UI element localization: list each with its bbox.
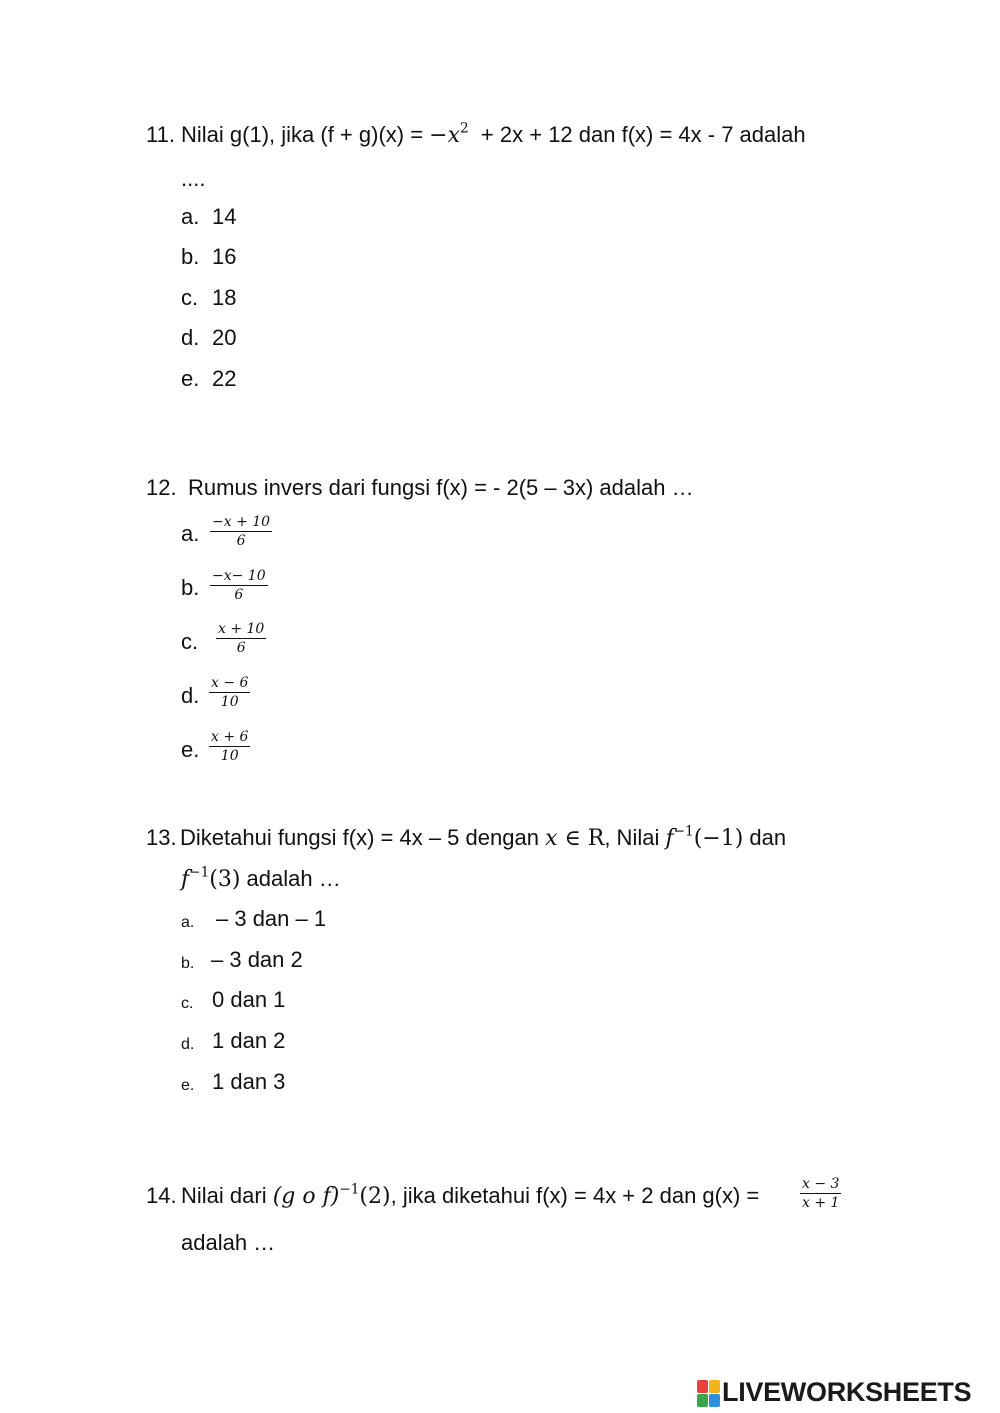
q12-option-a-letter[interactable]: a. xyxy=(181,521,200,546)
q13-option-d-letter[interactable]: d. xyxy=(181,1036,195,1053)
question-13-real-set: R xyxy=(587,826,605,851)
q11-option-e-letter[interactable]: e. xyxy=(181,366,200,391)
question-13-line2 xyxy=(181,866,341,893)
q13-option-e-letter[interactable]: e. xyxy=(181,1077,195,1094)
question-14-text xyxy=(181,1183,759,1210)
q12-option-b-numerator: −x− 10 xyxy=(212,568,266,584)
question-11-math-neg-x: −x xyxy=(429,123,461,148)
question-12-text: Rumus invers dari fungsi f(x) = - 2(5 – 3x) adalah … xyxy=(188,475,694,500)
question-13-f-inverse-2: f xyxy=(181,867,190,892)
question-13-text-part2: , Nilai xyxy=(604,825,666,850)
question-13-f-inverse-1: f xyxy=(665,826,674,851)
question-14-g-numerator: x − 3 xyxy=(802,1176,840,1192)
question-13-inverse-exp-2: −1 xyxy=(189,864,210,881)
q13-option-a-text[interactable]: – 3 dan – 1 xyxy=(216,906,327,931)
q11-option-c-letter[interactable]: c. xyxy=(181,285,199,310)
q13-option-d-text[interactable]: 1 dan 2 xyxy=(212,1028,286,1053)
question-13-text-part3: dan xyxy=(743,825,787,850)
q12-option-c-numerator: x + 10 xyxy=(218,621,265,637)
q13-option-a-letter[interactable]: a. xyxy=(181,914,195,931)
q12-option-a-numerator: −x + 10 xyxy=(212,514,271,530)
q12-option-d-letter[interactable]: d. xyxy=(181,683,200,708)
q12-option-d-denominator: 10 xyxy=(220,694,239,710)
q12-option-c-denominator: 6 xyxy=(236,640,246,656)
question-14-inverse-exp: −1 xyxy=(339,1181,360,1198)
liveworksheets-logo-text: LIVEWORKSHEETS xyxy=(722,1377,972,1407)
q12-option-c-letter[interactable]: c. xyxy=(181,629,199,654)
question-13-inverse-exp-1: −1 xyxy=(673,823,694,840)
q12-option-e-numerator: x + 6 xyxy=(211,729,249,745)
q12-option-a-denominator: 6 xyxy=(236,533,246,549)
q11-option-a-text[interactable]: 14 xyxy=(212,204,237,229)
question-14-number: 14. xyxy=(146,1183,177,1208)
question-13-text xyxy=(180,825,786,852)
q12-option-e-letter[interactable]: e. xyxy=(181,737,200,762)
q12-option-e-denominator: 10 xyxy=(220,748,239,764)
q12-option-d-fraction[interactable] xyxy=(209,674,250,711)
question-13-text-part1: Diketahui fungsi f(x) = 4x – 5 dengan xyxy=(180,825,546,850)
q11-option-d-text[interactable]: 20 xyxy=(212,325,237,350)
question-14-text-part2: , jika diketahui f(x) = 4x + 2 dan g(x) = xyxy=(390,1183,760,1208)
q11-option-a-letter[interactable]: a. xyxy=(181,204,200,229)
q12-option-d-numerator: x − 6 xyxy=(211,675,249,691)
q11-option-b-letter[interactable]: b. xyxy=(181,244,200,269)
q12-option-b-letter[interactable]: b. xyxy=(181,575,200,600)
question-13-domain: x ∈ xyxy=(545,826,588,851)
question-11-text xyxy=(181,122,806,149)
q11-option-e-text[interactable]: 22 xyxy=(212,366,237,391)
q12-option-c-fraction[interactable] xyxy=(216,620,266,657)
q11-option-c-text[interactable]: 18 xyxy=(212,285,237,310)
liveworksheets-logo-icon xyxy=(697,1380,719,1406)
liveworksheets-logo xyxy=(697,1377,971,1408)
question-11-exponent: 2 xyxy=(460,120,469,137)
q12-option-a-fraction[interactable] xyxy=(210,513,272,550)
question-11-text-part2: + 2x + 12 dan f(x) = 4x - 7 adalah xyxy=(480,122,806,147)
question-11-continuation: .... xyxy=(181,166,206,191)
q13-option-c-text[interactable]: 0 dan 1 xyxy=(212,987,286,1012)
q13-option-e-text[interactable]: 1 dan 3 xyxy=(212,1069,286,1094)
question-12-number: 12. xyxy=(146,475,177,500)
question-14-composition: (g o f) xyxy=(272,1184,340,1209)
question-11-number: 11. xyxy=(146,122,175,147)
question-14-arg: (2) xyxy=(359,1184,391,1209)
q12-option-b-denominator: 6 xyxy=(234,587,244,603)
question-13-text-part4: adalah … xyxy=(240,866,341,891)
question-13-arg-2: (3) xyxy=(209,867,241,892)
q13-option-b-text[interactable]: – 3 dan 2 xyxy=(211,947,303,972)
q11-option-b-text[interactable]: 16 xyxy=(212,244,237,269)
question-11-text-part1: Nilai g(1), jika (f + g)(x) = xyxy=(181,122,430,147)
q12-option-b-fraction[interactable] xyxy=(210,567,268,604)
question-13-arg-1: (−1) xyxy=(693,826,744,851)
q12-option-e-fraction[interactable] xyxy=(209,728,250,765)
q11-option-d-letter[interactable]: d. xyxy=(181,325,200,350)
question-14-text-part1: Nilai dari xyxy=(181,1183,273,1208)
q13-option-c-letter[interactable]: c. xyxy=(181,995,194,1012)
question-14-continuation: adalah … xyxy=(181,1230,276,1255)
question-14-g-fraction xyxy=(800,1175,841,1212)
question-13-number: 13. xyxy=(146,825,177,850)
question-14-g-denominator: x + 1 xyxy=(802,1195,840,1211)
q13-option-b-letter[interactable]: b. xyxy=(181,955,195,972)
